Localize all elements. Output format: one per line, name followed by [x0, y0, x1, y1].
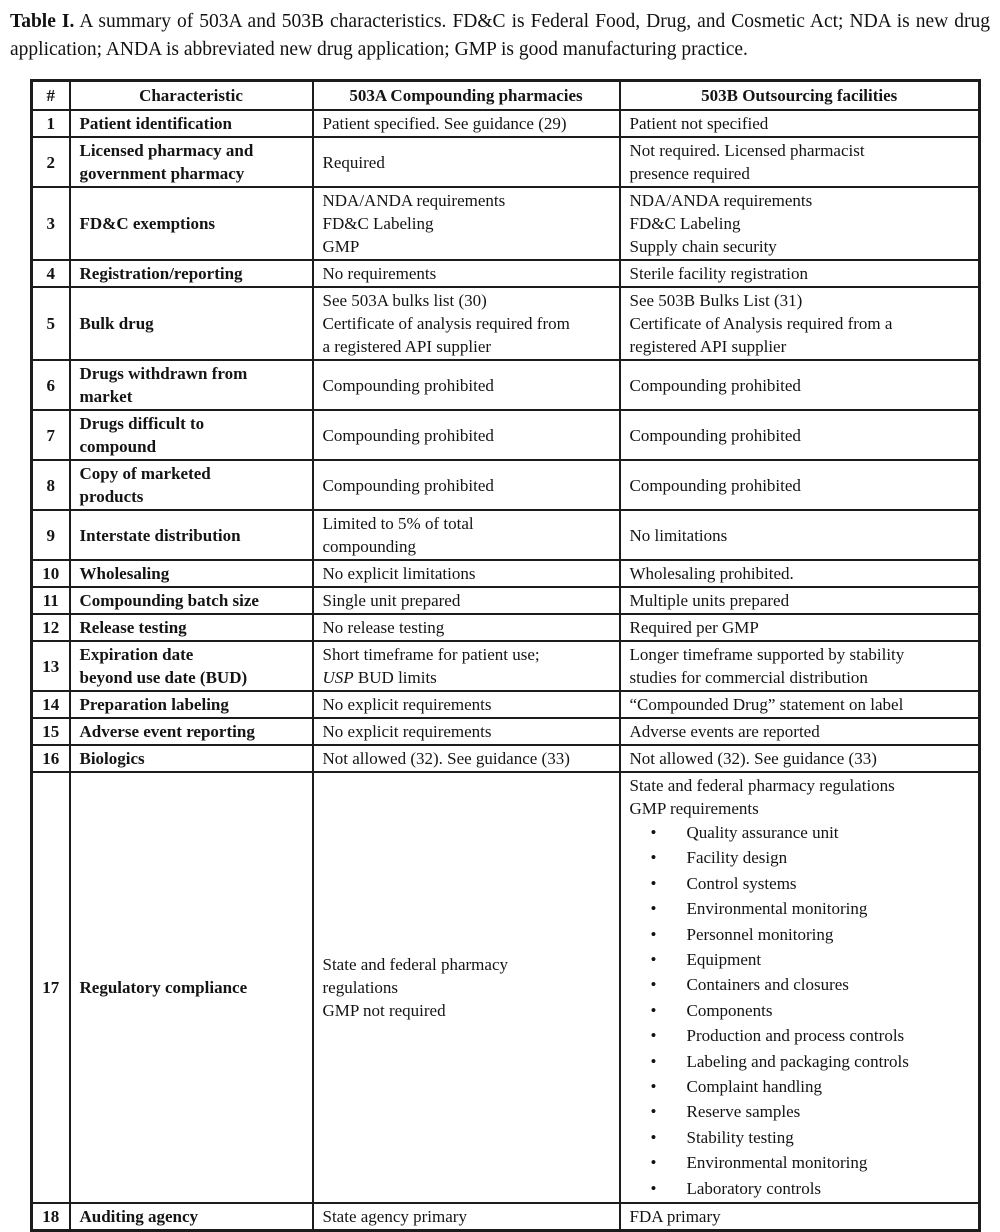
cell-503a: Short timeframe for patient use; USP BUD limits [313, 641, 620, 691]
row-number-cell: 10 [32, 560, 70, 587]
row-number-cell: 18 [32, 1203, 70, 1231]
table-row [32, 614, 980, 641]
gmp-bullet-item [630, 1099, 970, 1124]
characteristic-cell: Compounding batch size [70, 587, 313, 614]
bullet-icon: • [650, 1026, 657, 1046]
cell-503a: State and federal pharmacy regulations GMP not required [313, 772, 620, 1203]
bullet-item-label: Labeling and packaging controls [686, 1051, 909, 1071]
gmp-bullet-item [630, 820, 970, 845]
table-row [32, 137, 980, 187]
characteristics-table [30, 79, 981, 1232]
row-number-cell: 4 [32, 260, 70, 287]
cell-503b: Sterile facility registration [620, 260, 980, 287]
bullet-icon: • [650, 975, 657, 995]
caption-label: Table I. [10, 11, 75, 32]
bullet-item-label: Facility design [686, 848, 788, 868]
row-number-cell: 14 [32, 691, 70, 718]
characteristic-cell: Drugs difficult to compound [70, 410, 313, 460]
row-number-cell: 9 [32, 510, 70, 560]
characteristic-cell: Bulk drug [70, 287, 313, 360]
row-number-cell: 17 [32, 772, 70, 1203]
cell-503a: Compounding prohibited [313, 410, 620, 460]
gmp-requirements-list [630, 820, 970, 1201]
row-number-cell: 6 [32, 360, 70, 410]
bullet-icon: • [650, 848, 657, 868]
table-row [32, 410, 980, 460]
cell-503a: Single unit prepared [313, 587, 620, 614]
bullet-icon: • [650, 924, 657, 944]
header-row [32, 81, 980, 111]
cell-503a: Not allowed (32). See guidance (33) [313, 745, 620, 772]
cell-503b: Patient not specified [620, 110, 980, 137]
cell-503a: No explicit limitations [313, 560, 620, 587]
row-number-cell: 7 [32, 410, 70, 460]
gmp-bullet-item [630, 1176, 970, 1201]
cell-503a: Patient specified. See guidance (29) [313, 110, 620, 137]
cell-503a: No release testing [313, 614, 620, 641]
row-number-cell: 13 [32, 641, 70, 691]
bullet-item-label: Laboratory controls [686, 1178, 822, 1198]
bullet-icon: • [650, 899, 657, 919]
cell-503b: Longer timeframe supported by stability studies for commercial distribution [620, 641, 980, 691]
characteristic-cell: Expiration date beyond use date (BUD) [70, 641, 313, 691]
cell-503a: Compounding prohibited [313, 360, 620, 410]
bullet-icon: • [650, 873, 657, 893]
cell-503b: Compounding prohibited [620, 360, 980, 410]
cell-503b: Not required. Licensed pharmacist presence required [620, 137, 980, 187]
gmp-bullet-item [630, 1023, 970, 1048]
table-row [32, 510, 980, 560]
characteristic-cell: Wholesaling [70, 560, 313, 587]
cell-503a: Required [313, 137, 620, 187]
bullet-item-label: Environmental monitoring [686, 899, 868, 919]
table-row [32, 718, 980, 745]
cell-503a: No explicit requirements [313, 718, 620, 745]
bullet-icon: • [650, 1102, 657, 1122]
cell-503a: NDA/ANDA requirements FD&C Labeling GMP [313, 187, 620, 260]
row-number-cell: 8 [32, 460, 70, 510]
bullet-item-label: Containers and closures [686, 975, 849, 995]
bullet-item-label: Components [686, 1000, 773, 1020]
header-503a: 503A Compounding pharmacies [313, 81, 620, 111]
bullet-icon: • [650, 823, 657, 842]
table-row [32, 110, 980, 137]
characteristic-cell: Registration/reporting [70, 260, 313, 287]
row-number-cell: 15 [32, 718, 70, 745]
table-row [32, 287, 980, 360]
row-number-cell: 2 [32, 137, 70, 187]
gmp-bullet-item [630, 1125, 970, 1150]
gmp-bullet-item [630, 1049, 970, 1074]
gmp-bullet-item [630, 845, 970, 870]
gmp-bullet-item [630, 1074, 970, 1099]
table-row [32, 587, 980, 614]
characteristic-cell: Copy of marketed products [70, 460, 313, 510]
cell-503b: Required per GMP [620, 614, 980, 641]
table-row [32, 691, 980, 718]
cell-503b: “Compounded Drug” statement on label [620, 691, 980, 718]
bullet-item-label: Quality assurance unit [686, 823, 839, 842]
cell-503b: Compounding prohibited [620, 410, 980, 460]
cell-503b: Multiple units prepared [620, 587, 980, 614]
header-number: # [32, 81, 70, 111]
bullet-icon: • [650, 1127, 657, 1147]
bullet-item-label: Reserve samples [686, 1102, 801, 1122]
table-row [32, 641, 980, 691]
table-row [32, 460, 980, 510]
bullet-icon: • [650, 1051, 657, 1071]
gmp-bullet-item [630, 947, 970, 972]
bullet-icon: • [650, 1153, 657, 1173]
gmp-bullet-item [630, 972, 970, 997]
cell-503b: See 503B Bulks List (31) Certificate of Analysis required from a registered API supplier [620, 287, 980, 360]
characteristic-cell: Preparation labeling [70, 691, 313, 718]
characteristic-cell: Release testing [70, 614, 313, 641]
table-row [32, 1203, 980, 1231]
cell-503b: Adverse events are reported [620, 718, 980, 745]
cell-503b: NDA/ANDA requirements FD&C Labeling Supply chain security [620, 187, 980, 260]
cell-503a: Limited to 5% of total compounding [313, 510, 620, 560]
characteristic-cell: Patient identification [70, 110, 313, 137]
characteristic-cell: Interstate distribution [70, 510, 313, 560]
bullet-item-label: Complaint handling [686, 1077, 823, 1097]
characteristic-cell: Adverse event reporting [70, 718, 313, 745]
cell-503a: State agency primary [313, 1203, 620, 1231]
row-number-cell: 11 [32, 587, 70, 614]
row-number-cell: 3 [32, 187, 70, 260]
cell-503b: No limitations [620, 510, 980, 560]
caption-text: A summary of 503A and 503B characteristics. FD&C is Federal Food, Drug, and Cosmetic Act; NDA is new drug application; ANDA is abbreviated new drug application; GMP is good manufacturing practice. [10, 11, 990, 60]
header-characteristic: Characteristic [70, 81, 313, 111]
row-number-cell: 1 [32, 110, 70, 137]
characteristic-cell: Drugs withdrawn from market [70, 360, 313, 410]
cell-503b: State and federal pharmacy regulations GMP requirements • Quality assurance unit • Facility design • Control systems • Environmental monitoring • Personnel monitoring • Equipment • Containers and closures • Components • Production and process controls • Labeling and packaging controls • Complaint handling • Reserve samples • Stability testing • Environmental monitoring • Laboratory controls [620, 772, 980, 1203]
gmp-bullet-item [630, 1150, 970, 1175]
row-number-cell: 5 [32, 287, 70, 360]
cell-503a: Compounding prohibited [313, 460, 620, 510]
table-body [32, 110, 980, 1231]
bullet-item-label: Equipment [686, 950, 762, 970]
bullet-item-label: Stability testing [686, 1127, 794, 1147]
cell-503b: Not allowed (32). See guidance (33) [620, 745, 980, 772]
bullet-icon: • [650, 1000, 657, 1020]
bullet-item-label: Production and process controls [686, 1026, 905, 1046]
row-number-cell: 12 [32, 614, 70, 641]
gmp-bullet-item [630, 871, 970, 896]
characteristic-cell: Auditing agency [70, 1203, 313, 1231]
characteristic-cell: FD&C exemptions [70, 187, 313, 260]
gmp-bullet-item [630, 896, 970, 921]
cell-503a: No requirements [313, 260, 620, 287]
cell-503b: Compounding prohibited [620, 460, 980, 510]
table-row [32, 745, 980, 772]
bullet-item-label: Personnel monitoring [686, 924, 834, 944]
table-row [32, 260, 980, 287]
header-503b: 503B Outsourcing facilities [620, 81, 980, 111]
table-row [32, 187, 980, 260]
bullet-icon: • [650, 1178, 657, 1198]
bullet-item-label: Control systems [686, 873, 797, 893]
bullet-item-label: Environmental monitoring [686, 1153, 868, 1173]
cell-503b: FDA primary [620, 1203, 980, 1231]
cell-503a: See 503A bulks list (30) Certificate of analysis required from a registered API supplier [313, 287, 620, 360]
table-row [32, 560, 980, 587]
cell-503a: No explicit requirements [313, 691, 620, 718]
gmp-bullet-item [630, 998, 970, 1023]
bullet-icon: • [650, 1077, 657, 1097]
table-row [32, 772, 980, 1203]
characteristic-cell: Regulatory compliance [70, 772, 313, 1203]
table-caption [10, 8, 990, 64]
bullet-icon: • [650, 950, 657, 970]
table-row [32, 360, 980, 410]
row-number-cell: 16 [32, 745, 70, 772]
characteristic-cell: Biologics [70, 745, 313, 772]
cell-503b: Wholesaling prohibited. [620, 560, 980, 587]
characteristic-cell: Licensed pharmacy and government pharmacy [70, 137, 313, 187]
gmp-bullet-item [630, 922, 970, 947]
